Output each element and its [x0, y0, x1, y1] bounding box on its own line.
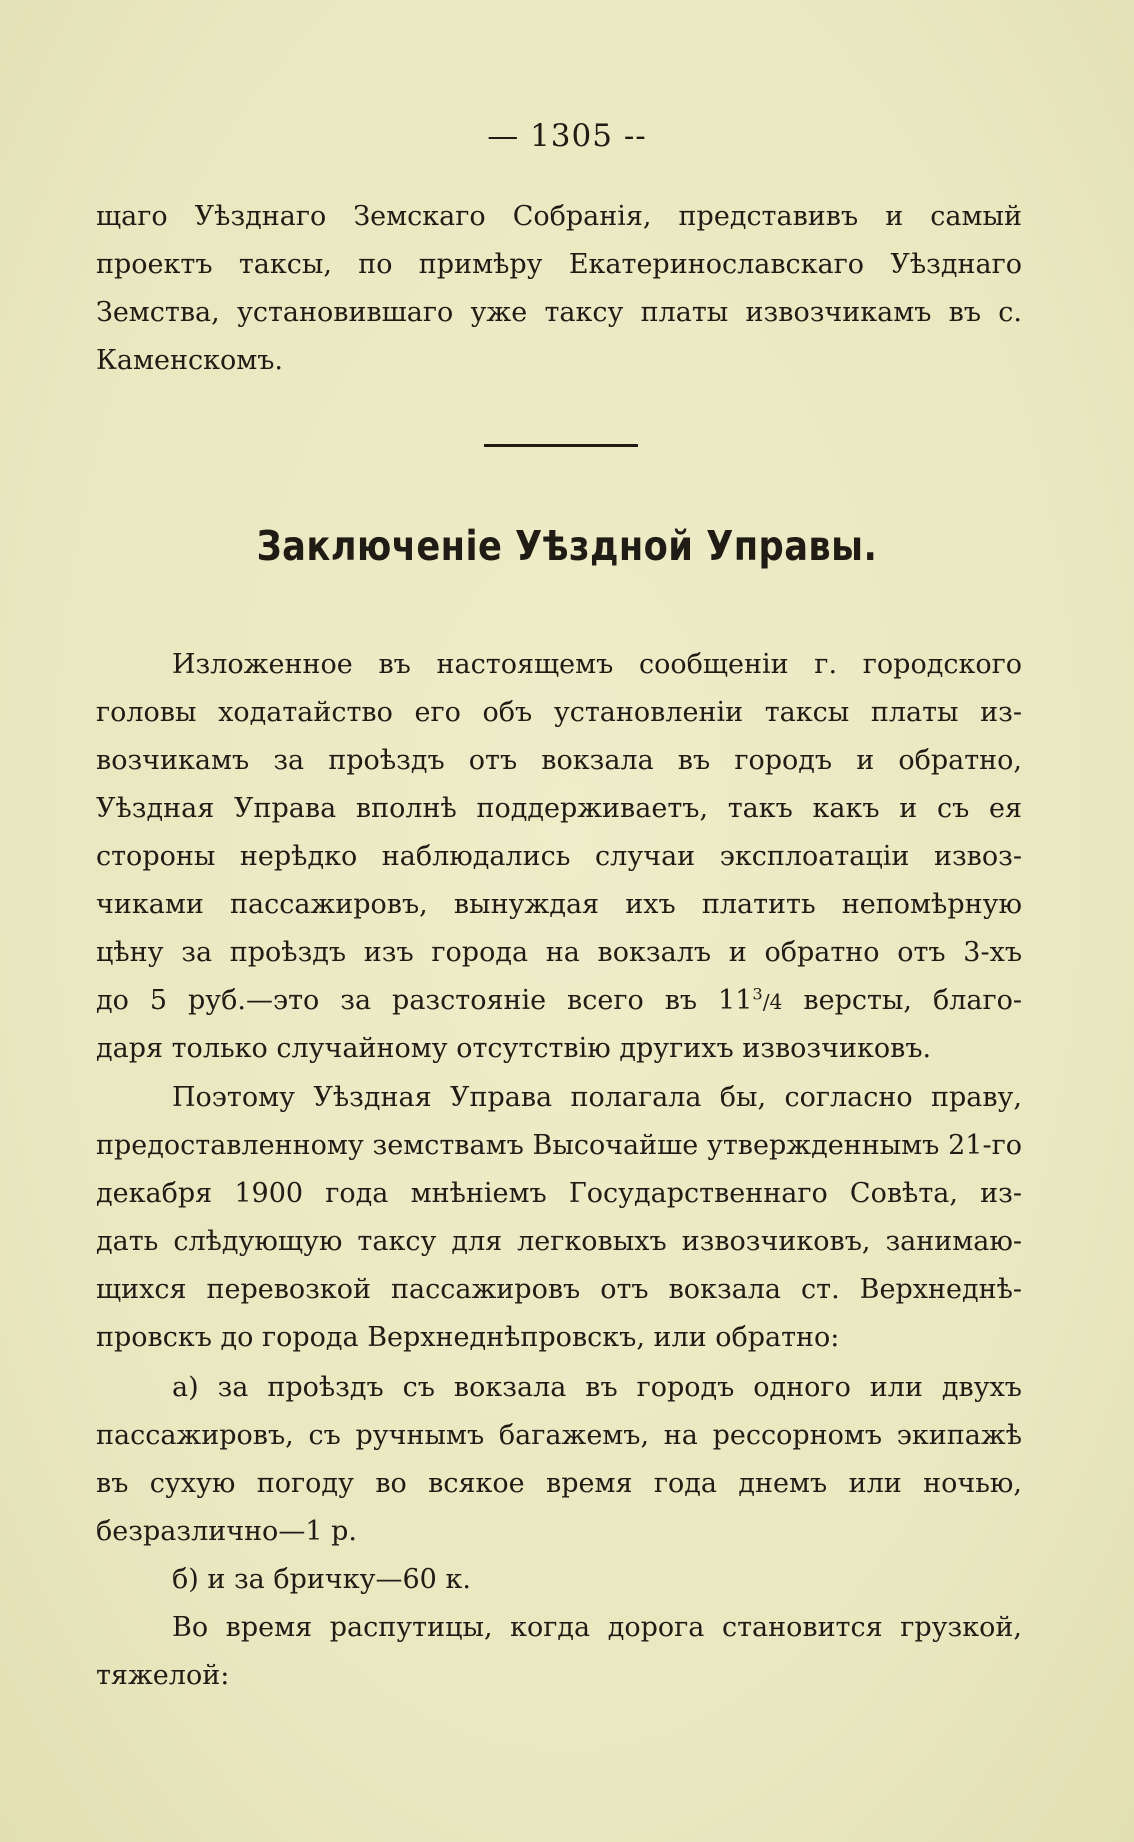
page-number: — 1305 --	[487, 118, 647, 154]
fraction-numerator: 3	[752, 984, 763, 1004]
text-line: щаго Уѣзднаго Земскаго Собранія, представивъ и самый	[96, 201, 1022, 232]
proposal-paragraph	[96, 1084, 1022, 1372]
text-line: предоставленному земствамъ Высочайше утвержденнымъ 21-го	[96, 1130, 1022, 1161]
text-line: тяжелой:	[96, 1660, 230, 1691]
fraction-denominator: /4	[762, 990, 783, 1014]
text-line: чиками пассажировъ, вынуждая ихъ платить непомѣрную	[96, 889, 1022, 920]
text-line: пассажировъ, съ ручнымъ багажемъ, на рессорномъ экипажѣ	[96, 1420, 1022, 1451]
text-line: декабря 1900 года мнѣніемъ Государственнаго Совѣта, из-	[96, 1178, 1022, 1209]
text-fragment: версты, благо-	[782, 985, 1022, 1016]
text-line: стороны нерѣдко наблюдались случаи эксплоатаціи извоз-	[96, 841, 1022, 872]
text-line: провскъ до города Верхнеднѣпровскъ, или обратно:	[96, 1322, 840, 1353]
conclusion-paragraph	[96, 651, 1022, 1083]
section-divider	[484, 444, 638, 447]
text-line-with-fraction	[96, 984, 1022, 1016]
text-line: даря только случайному отсутствію другихъ извозчиковъ.	[96, 1033, 932, 1064]
text-line: головы ходатайство его объ установленіи таксы платы из-	[96, 697, 1022, 728]
text-line: безразлично—1 р.	[96, 1516, 357, 1547]
text-line: въ сухую погоду во всякое время года днемъ или ночью,	[96, 1468, 1022, 1499]
text-line: Земства, установившаго уже таксу платы извозчикамъ въ с.	[96, 297, 1022, 328]
text-line: Поэтому Уѣздная Управа полагала бы, согласно праву,	[172, 1082, 1022, 1113]
text-line: Изложенное въ настоящемъ сообщеніи г. городского	[172, 649, 1022, 680]
text-line: дать слѣдующую таксу для легковыхъ извозчиковъ, занимаю-	[96, 1226, 1022, 1257]
text-line: Уѣздная Управа вполнѣ поддерживаетъ, такъ какъ и съ ея	[96, 793, 1022, 824]
text-line: щихся перевозкой пассажировъ отъ вокзала ст. Верхнеднѣ-	[96, 1274, 1022, 1305]
text-line: возчикамъ за проѣздъ отъ вокзала въ городъ и обратно,	[96, 745, 1022, 776]
text-line: цѣну за проѣздъ изъ города на вокзалъ и обратно отъ 3-хъ	[96, 937, 1022, 968]
text-line: проектъ таксы, по примѣру Екатеринославскаго Уѣзднаго	[96, 249, 1022, 280]
closing-paragraph	[96, 1614, 1022, 1710]
tariff-item-b: б) и за бричку—60 к.	[172, 1564, 471, 1595]
text-line: Каменскомъ.	[96, 345, 283, 376]
tariff-item-a	[96, 1374, 1022, 1566]
text-line: а) за проѣздъ съ вокзала въ городъ одного или двухъ	[172, 1372, 1022, 1403]
text-fragment: до 5 руб.—это за разстояніе всего въ 11	[96, 985, 753, 1016]
intro-paragraph	[96, 203, 1022, 395]
section-heading: Заключеніе Уѣздной Управы.	[256, 522, 878, 570]
text-line: Во время распутицы, когда дорога становится грузкой,	[172, 1612, 1022, 1643]
